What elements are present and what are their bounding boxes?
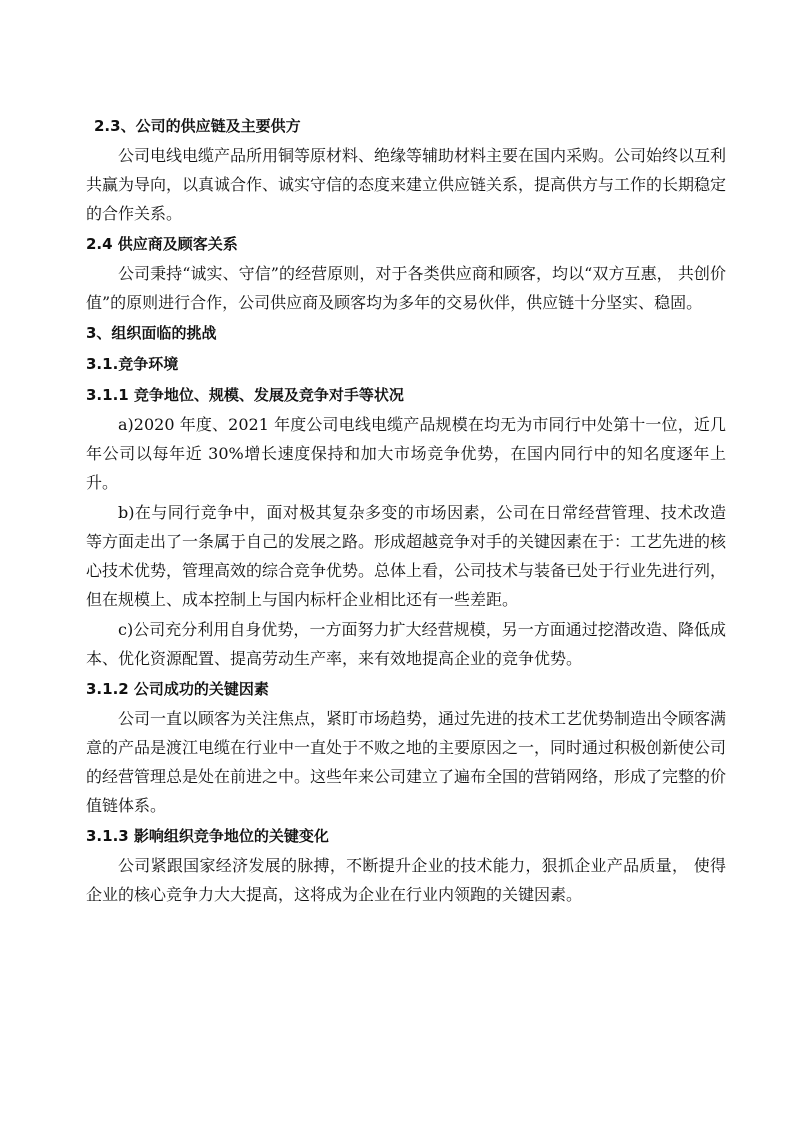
section-heading-3-1-1: 3.1.1 竞争地位、规模、发展及竞争对手等状况	[86, 386, 404, 404]
paragraph-item-a: a)2020 年度、2021 年度公司电线电缆产品规模在均无为市同行中处第十一位，近几年公司以每年近 30%增长速度保持和加大市场竞争优势，在国内同行中的知名度逐年上升。	[86, 415, 726, 492]
section-heading-2-4: 2.4 供应商及顾客关系	[86, 235, 238, 253]
document-body	[86, 110, 726, 910]
section-heading-3-1-3: 3.1.3 影响组织竞争地位的关键变化	[86, 827, 329, 845]
section-heading-3-1: 3.1.竞争环境	[86, 355, 179, 373]
paragraph-success-factors: 公司一直以顾客为关注焦点，紧盯市场趋势，通过先进的技术工艺优势制造出令顾客满意的产品是渡江电缆在行业中一直处于不败之地的主要原因之一，同时通过积极创新使公司的经营管理总是处在前进之中。这些年来公司建立了遍布全国的营销网络，形成了完整的价值链体系。	[86, 709, 727, 815]
paragraph-item-c: c)公司充分利用自身优势，一方面努力扩大经营规模，另一方面通过挖潜改造、降低成本、优化资源配置、提高劳动生产率，来有效地提高企业的竞争优势。	[86, 620, 726, 668]
paragraph-item-b: b)在与同行竞争中，面对极其复杂多变的市场因素，公司在日常经营管理、技术改造等方面走出了一条属于自己的发展之路。形成超越竞争对手的关键因素在于：工艺先进的核心技术优势，管理高效的综合竞争优势。总体上看，公司技术与装备已处于行业先进行列，但在规模上、成本控制上与国内标杆企业相比还有一些差距。	[86, 503, 727, 609]
section-heading-3: 3、组织面临的挑战	[86, 324, 217, 342]
section-heading-3-1-2: 3.1.2 公司成功的关键因素	[86, 680, 269, 698]
paragraph-key-changes: 公司紧跟国家经济发展的脉搏，不断提升企业的技术能力，狠抓企业产品质量， 使得企业的核心竞争力大大提高，这将成为企业在行业内领跑的关键因素。	[86, 856, 726, 904]
paragraph-supply-chain: 公司电线电缆产品所用铜等原材料、绝缘等辅助材料主要在国内采购。公司始终以互利共赢为导向，以真诚合作、诚实守信的态度来建立供应链关系，提高供方与工作的长期稳定的合作关系。	[86, 146, 727, 223]
paragraph-supplier-customer: 公司秉持“诚实、守信”的经营原则，对于各类供应商和顾客，均以“双方互惠， 共创价值”的原则进行合作，公司供应商及顾客均为多年的交易伙伴，供应链十分坚实、稳固。	[86, 264, 726, 312]
section-heading-2-3: 2.3、公司的供应链及主要供方	[94, 117, 301, 135]
